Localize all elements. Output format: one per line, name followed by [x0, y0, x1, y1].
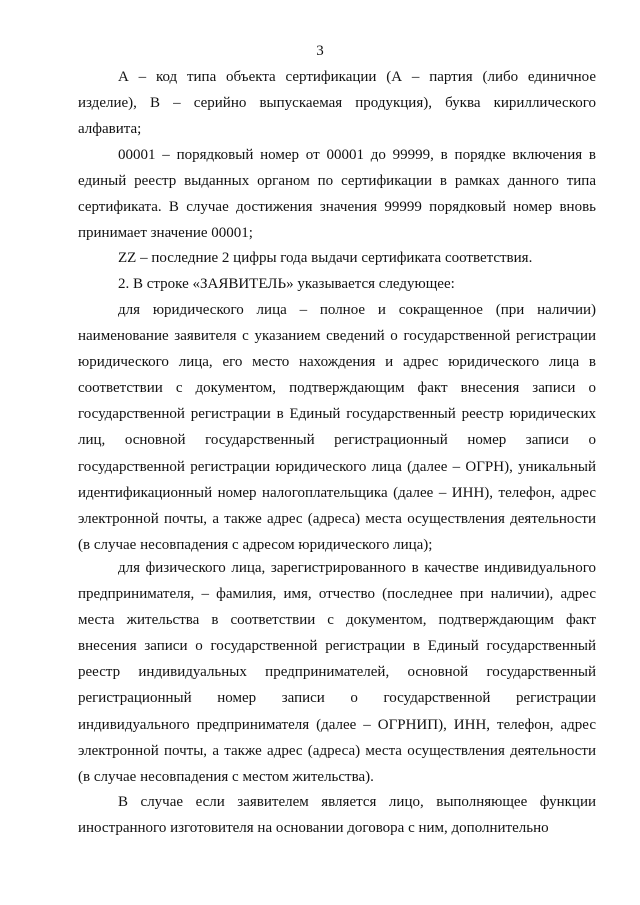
paragraph-applicant-heading: 2. В строке «ЗАЯВИТЕЛЬ» указывается следующее: — [118, 276, 455, 292]
paragraph-serial-number: 00001 – порядковый номер от 00001 до 99999, в порядке включения в единый реестр выданных органом по сертификации в рамках данного типа сертификата. В случае достижения значения 99999 порядковый номер вновь принимает значение 00001; — [78, 147, 596, 242]
page-number: 3 — [316, 43, 324, 59]
paragraph-year-digits: ZZ – последние 2 цифры года выдачи сертификата соответствия. — [118, 250, 533, 266]
paragraph-individual-entrepreneur: для физического лица, зарегистрированного в качестве индивидуального предпринимателя, – фамилия, имя, отчество (последнее при наличии), адрес места жительства в соответствии с документом, подтверждающим факт внесения записи о государственной регистрации в Единый государственный реестр индивидуальных предпринимателей, основной государственный регистрационный номер записи о государственной регистрации индивидуального предпринимателя (далее – ОГРНИП), ИНН, телефон, адрес электронной почты, а также адрес (адреса) места осуществления деятельности (в случае несовпадения с местом жительства). — [78, 560, 596, 785]
paragraph-foreign-manufacturer: В случае если заявителем является лицо, выполняющее функции иностранного изготовителя на основании договора с ним, дополнительно — [78, 794, 596, 837]
paragraph-object-type-code: А – код типа объекта сертификации (А – партия (либо единичное изделие), В – серийно выпускаемая продукция), буква кириллического алфавита; — [78, 69, 596, 138]
paragraph-legal-entity: для юридического лица – полное и сокращенное (при наличии) наименование заявителя с указанием сведений о государственной регистрации юридического лица, его место нахождения и адрес юридического лица в соответствии с документом, подтверждающим факт внесения записи о государственной регистрации в Единый государственный реестр юридических лиц, основной государственный регистрационный номер записи о государственной регистрации юридического лица (далее – ОГРН), уникальный идентификационный номер налогоплательщика (далее – ИНН), телефон, адрес электронной почты, а также адрес (адреса) места осуществления деятельности (в случае несовпадения с адресом юридического лица); — [78, 302, 596, 553]
